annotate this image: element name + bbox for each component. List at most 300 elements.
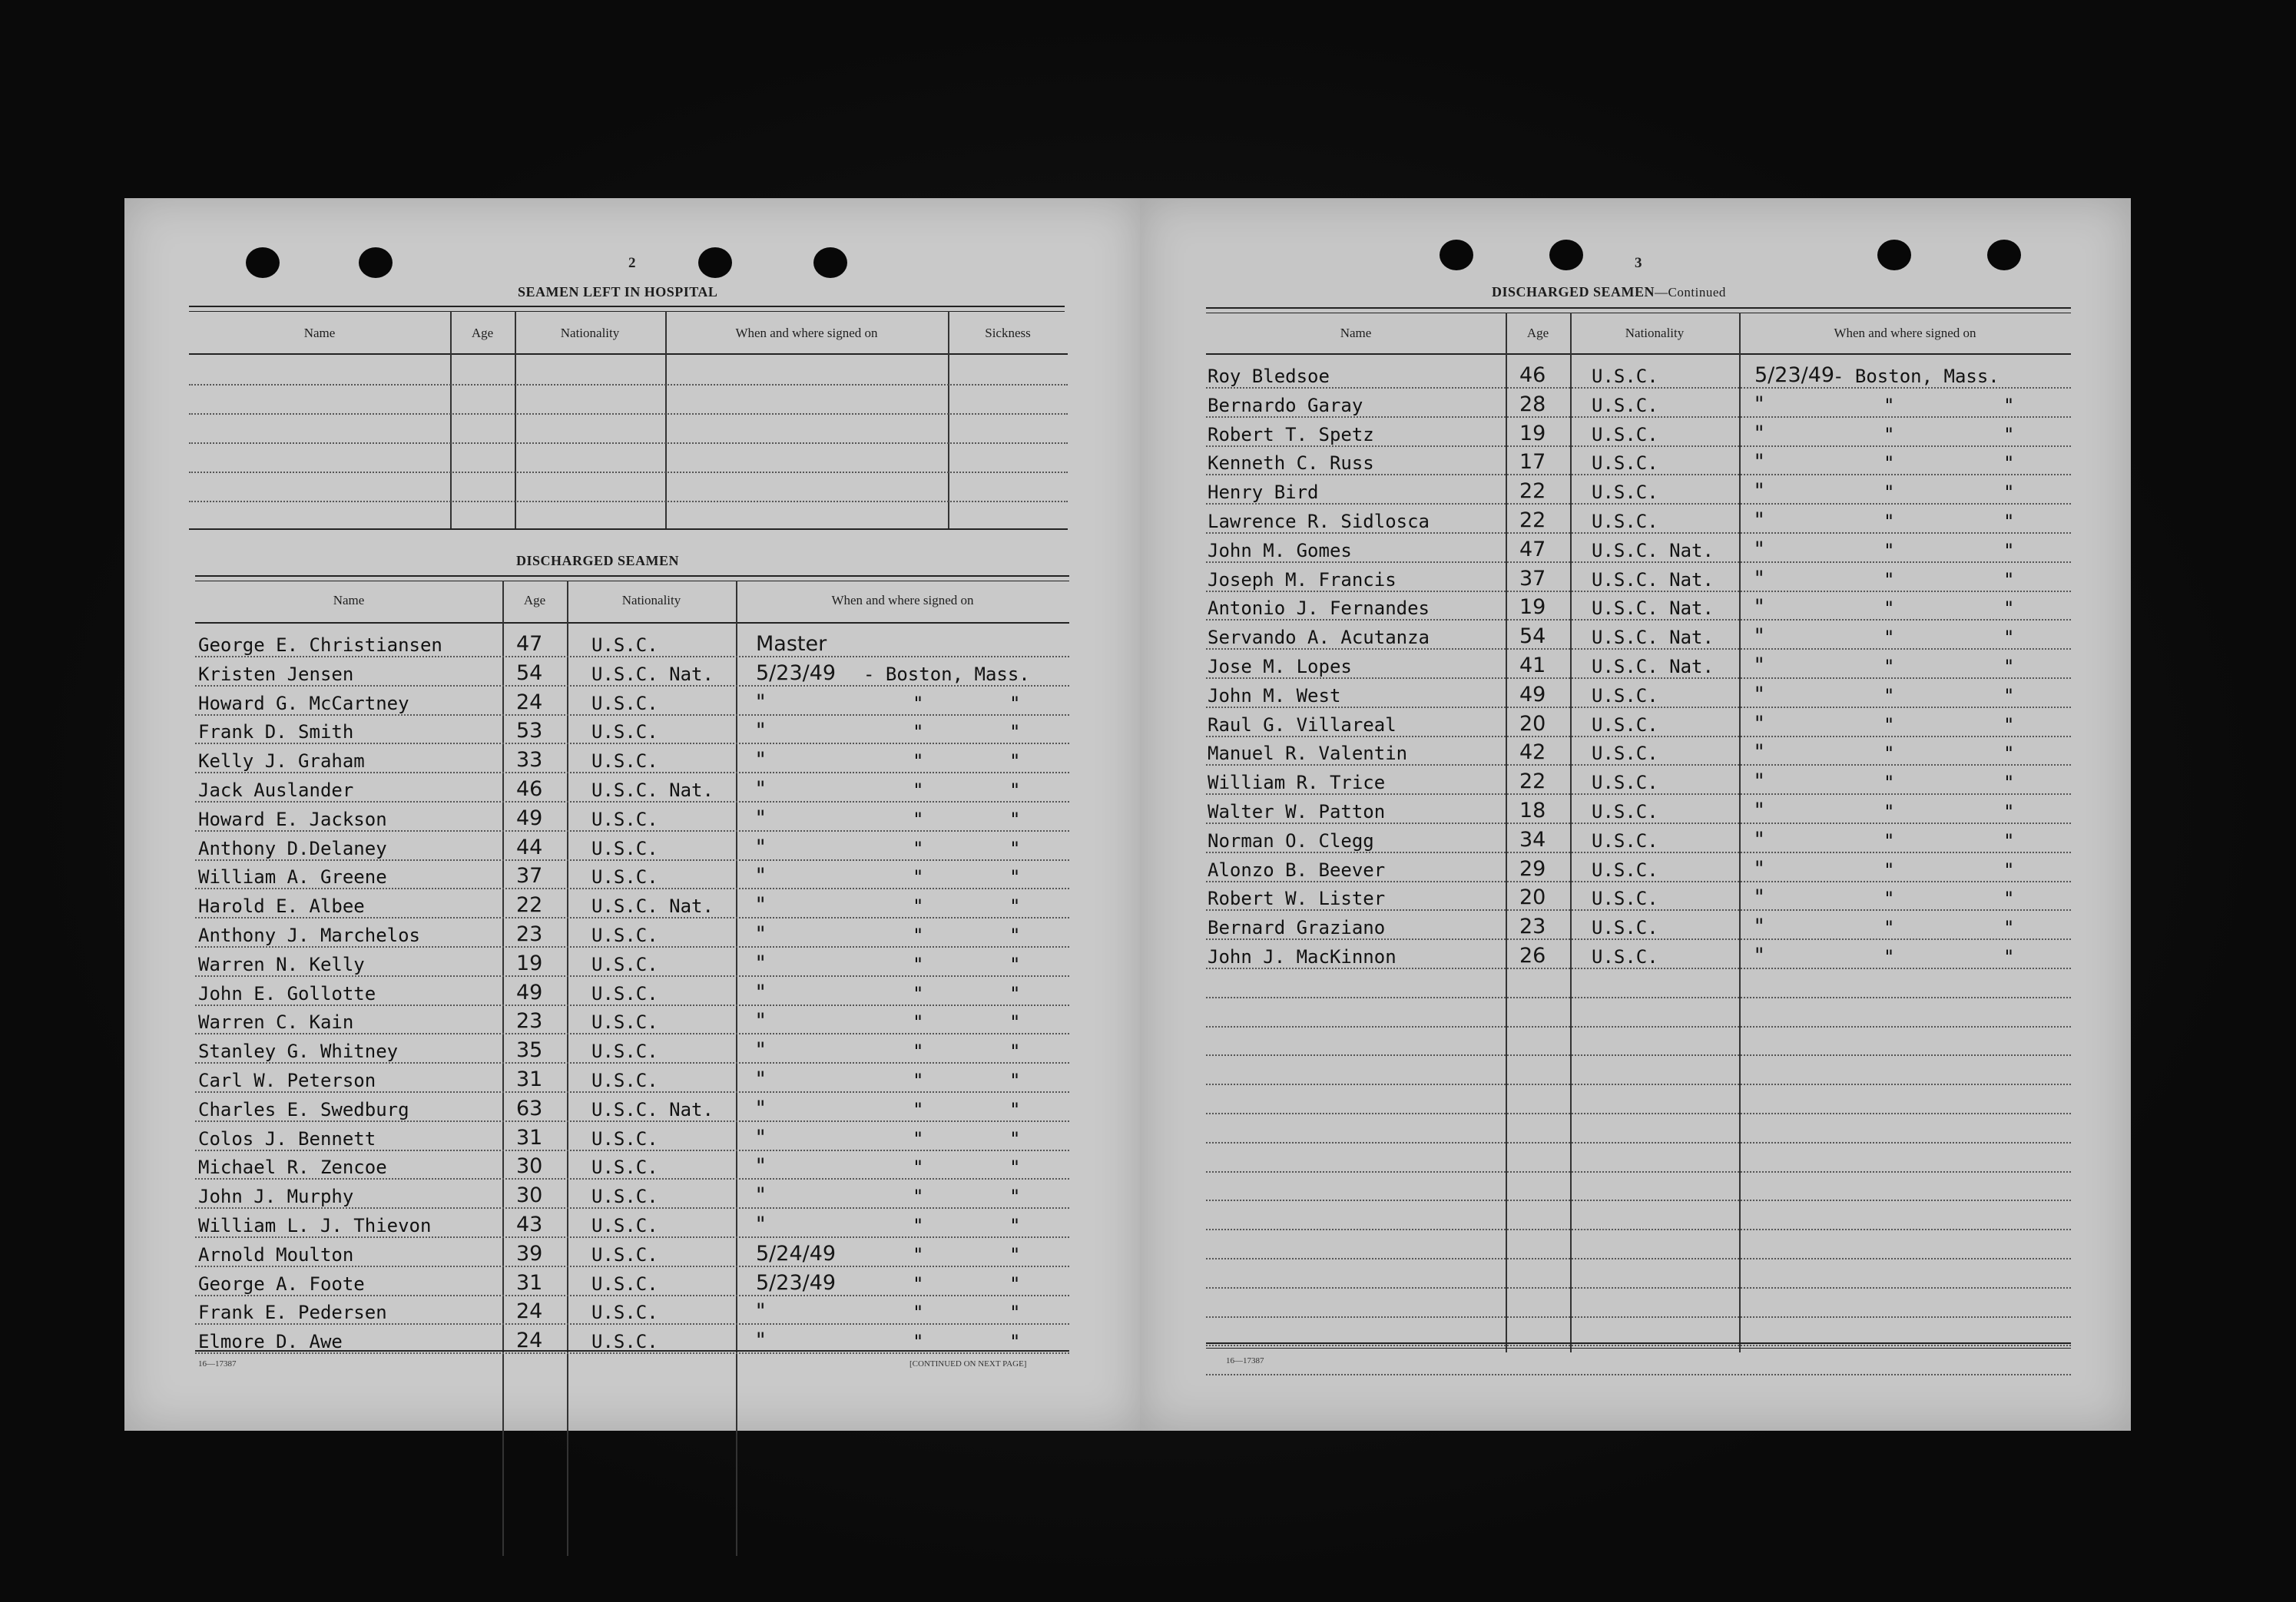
signed-on-place: " (913, 808, 924, 830)
signed-on-date: " (756, 806, 766, 830)
entry-line (1206, 823, 2071, 824)
signed-on-date: " (756, 1067, 766, 1091)
seaman-name: John M. West (1208, 684, 1341, 707)
seaman-age: 35 (516, 1038, 543, 1063)
seaman-age: 19 (1519, 421, 1546, 445)
signed-on-date: " (756, 1009, 766, 1034)
signed-on-place: " (1884, 452, 1895, 475)
signed-on-place: " (1884, 917, 1895, 939)
entry-line (195, 975, 1069, 977)
seaman-name: Frank E. Pedersen (198, 1302, 387, 1324)
seaman-age: 19 (516, 951, 543, 975)
seaman-name: Robert W. Lister (1208, 888, 1386, 910)
signed-on-date: 5/23/49 (756, 660, 837, 685)
signed-on-place: " (1884, 539, 1895, 561)
entry-line (195, 801, 1069, 803)
seaman-age: 46 (516, 777, 543, 801)
seaman-name: Lawrence R. Sidlosca (1208, 511, 1430, 532)
signed-on-ditto: " (1009, 1243, 1021, 1266)
entry-line (1206, 1142, 2071, 1144)
seaman-age: 20 (1519, 711, 1546, 736)
seaman-name: Harold E. Albee (198, 895, 365, 918)
signed-on-place: " (1884, 888, 1895, 910)
entry-line (1206, 387, 2071, 389)
seaman-age: 54 (516, 660, 543, 685)
signed-on-date: " (1754, 566, 1764, 591)
discharged-header-age: Age (523, 593, 546, 607)
signed-on-place: " (913, 1041, 924, 1063)
entry-line (195, 917, 1069, 919)
seaman-name: Servando A. Acutanza (1208, 627, 1430, 649)
signed-on-place: " (913, 692, 924, 714)
entry-line (195, 685, 1069, 687)
signed-on-ditto: " (1009, 1011, 1021, 1034)
signed-on-date: " (756, 748, 766, 773)
seaman-name: John E. Gollotte (198, 982, 376, 1005)
entry-line (195, 1266, 1069, 1267)
discharged-continued-title (1492, 284, 1726, 300)
signed-on-ditto: " (1009, 866, 1021, 889)
hospital-header-sickness: Sickness (985, 326, 1031, 340)
signed-on-place: " (1884, 656, 1895, 677)
seaman-nationality: U.S.C. (591, 750, 658, 773)
seaman-age: 33 (516, 748, 543, 773)
signed-on-ditto: " (2003, 917, 2015, 939)
entry-line (1206, 1374, 2071, 1375)
seaman-age: 17 (1519, 450, 1546, 475)
signed-on-place: " (1884, 946, 1895, 968)
entry-line (195, 946, 1069, 948)
punch-hole (246, 247, 280, 278)
entry-line (1206, 1229, 2071, 1230)
signed-on-date: " (756, 1183, 766, 1208)
entry-line (1206, 532, 2071, 534)
signed-on-place: " (1884, 423, 1895, 445)
seaman-nationality: U.S.C. (591, 1215, 658, 1236)
entry-line (195, 1005, 1069, 1006)
signed-on-date: " (1754, 915, 1764, 939)
signed-on-date: " (1754, 450, 1764, 475)
seaman-nationality: U.S.C. (1592, 772, 1658, 794)
signed-on-ditto: " (1009, 1186, 1021, 1208)
signed-on-date: " (1754, 856, 1764, 881)
signed-on-place: " (1884, 394, 1895, 416)
seaman-nationality: U.S.C. (591, 982, 658, 1005)
signed-on-ditto: " (2003, 511, 2015, 532)
signed-on-place: - Boston, Mass. (1833, 366, 1999, 387)
signed-on-ditto: " (1009, 982, 1021, 1005)
seaman-name: Charles E. Swedburg (198, 1098, 409, 1120)
title-text: DISCHARGED SEAMEN (1492, 284, 1655, 300)
signed-on-ditto: " (1009, 692, 1021, 714)
seaman-age: 39 (516, 1241, 543, 1266)
seaman-name: Raul G. Villareal (1208, 713, 1396, 736)
seaman-age: 24 (516, 1299, 543, 1324)
seaman-name: Warren N. Kelly (198, 953, 365, 975)
right-page (1140, 198, 2131, 1431)
seaman-age: 18 (1519, 799, 1546, 823)
seaman-age: 49 (516, 806, 543, 830)
discharged-section-title: DISCHARGED SEAMEN (516, 553, 680, 568)
signed-on-ditto: " (1009, 808, 1021, 830)
seaman-name: Kenneth C. Russ (1208, 452, 1374, 475)
signed-on-place: " (1884, 772, 1895, 794)
seaman-age: 63 (516, 1096, 543, 1120)
entry-line (189, 442, 1068, 444)
signed-on-ditto: " (2003, 859, 2015, 881)
signed-on-date: " (1754, 770, 1764, 794)
signed-on-ditto: " (2003, 597, 2015, 620)
signed-on-date: " (756, 1154, 766, 1179)
seaman-name: Roy Bledsoe (1208, 366, 1330, 387)
signed-on-place: " (1884, 597, 1895, 620)
seaman-age: 37 (1519, 566, 1546, 591)
seaman-name: Frank D. Smith (198, 721, 354, 743)
seaman-nationality: U.S.C. (591, 1186, 658, 1208)
signed-on-date: 5/23/49 (1754, 363, 1835, 387)
signed-on-date: 5/24/49 (756, 1241, 837, 1266)
signed-on-place: " (913, 1186, 924, 1208)
seaman-name: Howard G. McCartney (198, 692, 409, 714)
entry-line (189, 413, 1068, 415)
seaman-age: 31 (516, 1067, 543, 1091)
punch-hole (698, 247, 732, 278)
seaman-nationality: U.S.C. Nat. (1592, 539, 1714, 561)
entry-line (1206, 909, 2071, 911)
signed-on-ditto: " (1009, 1215, 1021, 1236)
seaman-name: Alonzo B. Beever (1208, 859, 1386, 881)
signed-on-date: " (756, 835, 766, 859)
entry-line (1206, 445, 2071, 447)
seaman-name: Stanley G. Whitney (198, 1041, 399, 1063)
seaman-age: 20 (1519, 885, 1546, 910)
seaman-name: Carl W. Peterson (198, 1070, 376, 1091)
signed-on-ditto: " (1009, 837, 1021, 859)
signed-on-place: " (913, 837, 924, 859)
seaman-age: 19 (1519, 595, 1546, 620)
signed-on-ditto: " (2003, 568, 2015, 591)
left-page (124, 198, 1140, 1431)
seaman-nationality: U.S.C. (591, 634, 658, 656)
seaman-name: William R. Trice (1208, 772, 1386, 794)
seaman-age: 22 (1519, 508, 1546, 532)
column-divider (567, 581, 568, 1556)
seaman-age: 30 (516, 1183, 543, 1208)
seaman-name: Arnold Moulton (198, 1243, 354, 1266)
seaman-nationality: U.S.C. (1592, 888, 1658, 910)
seaman-age: 49 (1519, 682, 1546, 707)
signed-on-ditto: " (1009, 750, 1021, 773)
seaman-nationality: U.S.C. (591, 1070, 658, 1091)
entry-line (1206, 1113, 2071, 1114)
signed-on-date: " (756, 1038, 766, 1063)
header-signed-on: When and where signed on (1834, 326, 1976, 340)
signed-on-ditto: " (1009, 1273, 1021, 1295)
entry-line (189, 384, 1068, 386)
seaman-nationality: U.S.C. (1592, 423, 1658, 445)
seaman-age: 46 (1519, 363, 1546, 387)
column-divider (515, 311, 516, 530)
signed-on-ditto: " (2003, 452, 2015, 475)
signed-on-date: " (756, 951, 766, 975)
entry-line (195, 1091, 1069, 1093)
signed-on-place: - Boston, Mass. (863, 663, 1030, 685)
seaman-name: Bernard Graziano (1208, 917, 1386, 939)
signed-on-date: " (756, 777, 766, 801)
punch-hole (1877, 240, 1911, 270)
entry-line (195, 743, 1069, 744)
hospital-section-title: SEAMEN LEFT IN HOSPITAL (518, 284, 718, 300)
seaman-name: Antonio J. Fernandes (1208, 597, 1430, 620)
column-divider (665, 311, 667, 530)
seaman-age: 26 (1519, 944, 1546, 968)
signed-on-date: " (756, 980, 766, 1005)
signed-on-date: " (1754, 624, 1764, 649)
column-divider (1739, 313, 1741, 1352)
signed-on-place: " (1884, 482, 1895, 504)
signed-on-place: " (913, 953, 924, 975)
seaman-age: 28 (1519, 392, 1546, 416)
signed-on-place: " (1884, 829, 1895, 852)
signed-on-place: " (913, 1127, 924, 1150)
signed-on-ditto: " (2003, 482, 2015, 504)
seaman-name: Manuel R. Valentin (1208, 743, 1408, 765)
signed-on-ditto: " (1009, 925, 1021, 946)
signed-on-place: " (913, 1243, 924, 1266)
signed-on-ditto: " (2003, 743, 2015, 765)
seaman-age: 42 (1519, 740, 1546, 765)
column-divider (1506, 313, 1507, 1352)
seaman-nationality: U.S.C. Nat. (1592, 656, 1714, 677)
signed-on-place: " (1884, 684, 1895, 707)
seaman-name: Colos J. Bennett (198, 1127, 376, 1150)
seaman-nationality: U.S.C. (1592, 684, 1658, 707)
entry-line (195, 772, 1069, 773)
signed-on-place: " (913, 895, 924, 918)
column-divider (1570, 313, 1572, 1352)
column-divider (502, 581, 504, 1556)
entry-line (1206, 707, 2071, 708)
signed-on-ditto: " (2003, 801, 2015, 823)
signed-on-place: " (913, 1157, 924, 1179)
entry-line (1206, 416, 2071, 418)
entry-line (189, 501, 1068, 502)
entry-line (1206, 619, 2071, 621)
seaman-nationality: U.S.C. (1592, 511, 1658, 532)
seaman-nationality: U.S.C. (1592, 801, 1658, 823)
signed-on-place: " (1884, 801, 1895, 823)
seaman-name: John M. Gomes (1208, 539, 1352, 561)
signed-on-date: " (1754, 682, 1764, 707)
signed-on-date: " (1754, 799, 1764, 823)
signed-on-date: Master (756, 632, 827, 656)
entry-line (1206, 1287, 2071, 1289)
entry-line (195, 1207, 1069, 1209)
signed-on-place: " (913, 1215, 924, 1236)
entry-line (1206, 852, 2071, 853)
entry-line (195, 1062, 1069, 1064)
signed-on-place: " (913, 925, 924, 946)
seaman-nationality: U.S.C. (591, 1302, 658, 1324)
seaman-name: Michael R. Zencoe (198, 1157, 387, 1179)
signed-on-place: " (1884, 511, 1895, 532)
seaman-age: 53 (516, 719, 543, 743)
seaman-nationality: U.S.C. (591, 1127, 658, 1150)
signed-on-date: " (756, 1299, 766, 1324)
seaman-age: 43 (516, 1213, 543, 1236)
signed-on-ditto: " (1009, 1041, 1021, 1063)
signed-on-date: " (756, 719, 766, 743)
signed-on-date: " (756, 864, 766, 889)
signed-on-place: " (913, 721, 924, 743)
table-top-rule (195, 575, 1069, 581)
entry-line (1206, 1171, 2071, 1173)
header-rule (195, 622, 1069, 624)
seaman-age: 23 (516, 922, 543, 946)
seaman-nationality: U.S.C. (591, 837, 658, 859)
signed-on-date: 5/23/49 (756, 1270, 837, 1295)
signed-on-ditto: " (2003, 684, 2015, 707)
seaman-nationality: U.S.C. (591, 1157, 658, 1179)
punch-hole (1549, 240, 1583, 270)
entry-line (195, 1150, 1069, 1151)
signed-on-date: " (756, 690, 766, 714)
signed-on-place: " (913, 1302, 924, 1324)
seaman-nationality: U.S.C. (591, 1243, 658, 1266)
seaman-name: Robert T. Spetz (1208, 423, 1374, 445)
entry-line (195, 1352, 1069, 1354)
seaman-name: Howard E. Jackson (198, 808, 387, 830)
seaman-age: 30 (516, 1154, 543, 1179)
signed-on-ditto: " (2003, 539, 2015, 561)
hospital-header-name: Name (303, 326, 336, 340)
hospital-header-nationality: Nationality (560, 326, 620, 340)
entry-line (1206, 648, 2071, 650)
seaman-nationality: U.S.C. Nat. (591, 895, 714, 918)
punch-hole (359, 247, 393, 278)
entry-line (195, 1120, 1069, 1122)
punch-hole (1440, 240, 1473, 270)
signed-on-ditto: " (2003, 713, 2015, 736)
entry-line (1206, 1054, 2071, 1056)
signed-on-date: " (756, 1125, 766, 1150)
entry-line (1206, 1316, 2071, 1318)
signed-on-place: " (913, 750, 924, 773)
seaman-name: Norman O. Clegg (1208, 829, 1374, 852)
seaman-name: Kelly J. Graham (198, 750, 365, 773)
entry-line (1206, 1084, 2071, 1085)
signed-on-date: " (1754, 885, 1764, 910)
signed-on-date: " (756, 893, 766, 918)
seaman-name: Warren C. Kain (198, 1011, 354, 1034)
seaman-nationality: U.S.C. Nat. (1592, 568, 1714, 591)
signed-on-ditto: " (2003, 888, 2015, 910)
signed-on-place: " (1884, 627, 1895, 649)
seaman-age: 31 (516, 1270, 543, 1295)
seaman-name: Henry Bird (1208, 482, 1319, 504)
seaman-name: William A. Greene (198, 866, 387, 889)
seaman-nationality: U.S.C. (591, 808, 658, 830)
signed-on-date: " (1754, 944, 1764, 968)
punch-hole (1987, 240, 2021, 270)
entry-line (195, 1033, 1069, 1034)
signed-on-ditto: " (2003, 772, 2015, 794)
seaman-age: 37 (516, 864, 543, 889)
discharged-header-nationality: Nationality (621, 593, 681, 607)
signed-on-date: " (1754, 537, 1764, 561)
signed-on-ditto: " (2003, 829, 2015, 852)
signed-on-ditto: " (2003, 946, 2015, 968)
seaman-nationality: U.S.C. (591, 925, 658, 946)
seaman-nationality: U.S.C. (591, 1331, 658, 1353)
seaman-age: 22 (1519, 479, 1546, 504)
seaman-nationality: U.S.C. (1592, 859, 1658, 881)
seaman-age: 47 (516, 632, 543, 656)
continued-note: [CONTINUED ON NEXT PAGE] (909, 1359, 1027, 1369)
table-top-rule (1206, 307, 2071, 313)
seaman-age: 22 (516, 893, 543, 918)
signed-on-date: " (756, 1329, 766, 1353)
signed-on-date: " (1754, 595, 1764, 620)
entry-line (195, 830, 1069, 832)
signed-on-date: " (1754, 421, 1764, 445)
seaman-nationality: U.S.C. (1592, 917, 1658, 939)
discharged-header-signed-on: When and where signed on (831, 593, 974, 607)
column-divider (450, 311, 452, 530)
seaman-age: 44 (516, 835, 543, 859)
entry-line (1206, 474, 2071, 475)
signed-on-place: " (913, 982, 924, 1005)
entry-line (195, 859, 1069, 861)
seaman-nationality: U.S.C. Nat. (1592, 627, 1714, 649)
signed-on-place: " (913, 1098, 924, 1120)
header-name: Name (1340, 326, 1372, 340)
form-number: 16—17387 (198, 1359, 237, 1369)
seaman-name: Bernardo Garay (1208, 394, 1363, 416)
entry-line (1206, 591, 2071, 592)
entry-line (1206, 793, 2071, 795)
seaman-nationality: U.S.C. Nat. (591, 1098, 714, 1120)
signed-on-place: " (913, 1011, 924, 1034)
entry-line (1206, 503, 2071, 505)
seaman-nationality: U.S.C. (591, 1273, 658, 1295)
seaman-nationality: U.S.C. Nat. (591, 663, 714, 685)
entry-line (195, 1323, 1069, 1325)
entry-line (1206, 677, 2071, 679)
hospital-header-signed-on: When and where signed on (735, 326, 878, 340)
seaman-nationality: U.S.C. (1592, 394, 1658, 416)
seaman-age: 34 (1519, 827, 1546, 852)
entry-line (1206, 1200, 2071, 1201)
signed-on-date: " (1754, 508, 1764, 532)
header-nationality: Nationality (1625, 326, 1685, 340)
seaman-name: Elmore D. Awe (198, 1331, 343, 1353)
seaman-age: 31 (516, 1125, 543, 1150)
signed-on-ditto: " (1009, 1302, 1021, 1324)
punch-hole (813, 247, 847, 278)
signed-on-place: " (913, 1331, 924, 1353)
signed-on-place: " (913, 1273, 924, 1295)
entry-line (195, 656, 1069, 657)
seaman-age: 23 (1519, 915, 1546, 939)
seaman-nationality: U.S.C. Nat. (591, 779, 714, 801)
header-rule (189, 353, 1068, 355)
signed-on-ditto: " (1009, 895, 1021, 918)
seaman-name: Anthony D.Delaney (198, 837, 387, 859)
signed-on-ditto: " (1009, 953, 1021, 975)
seaman-name: Anthony J. Marchelos (198, 925, 420, 946)
signed-on-date: " (1754, 392, 1764, 416)
